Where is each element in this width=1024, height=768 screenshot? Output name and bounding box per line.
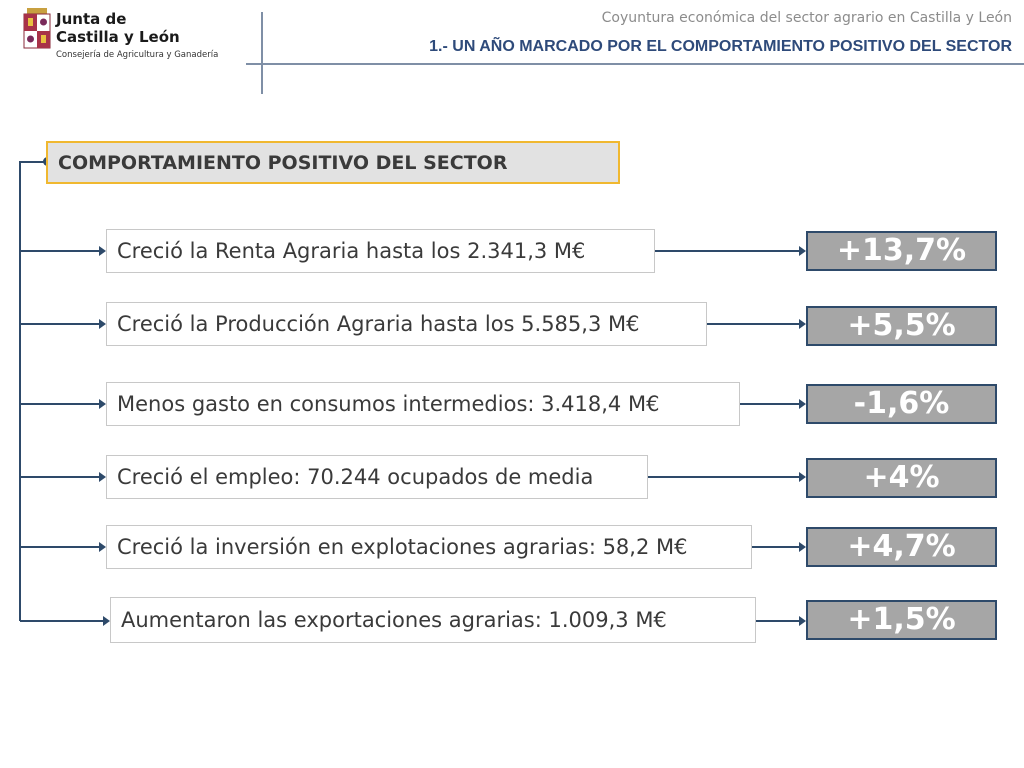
connector-arrow: [648, 476, 804, 478]
branch-arrow: [20, 620, 108, 622]
item-text-box: Menos gasto en consumos intermedios: 3.418,4 M€: [106, 382, 740, 426]
value-badge: +4,7%: [806, 527, 997, 567]
value-badge: +4%: [806, 458, 997, 498]
section-heading: COMPORTAMIENTO POSITIVO DEL SECTOR: [46, 141, 620, 184]
connector-arrow: [707, 323, 804, 325]
item-text-box: Creció la Producción Agraria hasta los 5.585,3 M€: [106, 302, 707, 346]
value-badge: +13,7%: [806, 231, 997, 271]
branch-arrow: [20, 403, 104, 405]
logo: [22, 6, 242, 68]
header-vertical-divider: [261, 12, 263, 94]
header-horizontal-divider: [246, 63, 1024, 65]
value-badge: -1,6%: [806, 384, 997, 424]
branch-arrow: [20, 476, 104, 478]
value-badge: +5,5%: [806, 306, 997, 346]
tree-spine-line: [19, 161, 21, 621]
value-badge: +1,5%: [806, 600, 997, 640]
branch-arrow: [20, 323, 104, 325]
logo-line-1: Junta de: [56, 10, 127, 28]
branch-arrow: [20, 546, 104, 548]
connector-arrow: [756, 620, 804, 622]
connector-arrow: [752, 546, 804, 548]
header-subtitle: Coyuntura económica del sector agrario en Castilla y León: [601, 10, 1012, 26]
coat-of-arms-icon: [22, 8, 52, 58]
item-text-box: Creció la Renta Agraria hasta los 2.341,3 M€: [106, 229, 655, 273]
connector-arrow: [655, 250, 804, 252]
logo-line-3: Consejería de Agricultura y Ganadería: [56, 50, 219, 60]
item-text-box: Creció el empleo: 70.244 ocupados de media: [106, 455, 648, 499]
branch-arrow: [20, 250, 104, 252]
page-title: 1.- UN AÑO MARCADO POR EL COMPORTAMIENTO POSITIVO DEL SECTOR: [429, 38, 1012, 55]
item-text-box: Aumentaron las exportaciones agrarias: 1.009,3 M€: [110, 597, 756, 643]
logo-line-2: Castilla y León: [56, 28, 180, 46]
item-text-box: Creció la inversión en explotaciones agrarias: 58,2 M€: [106, 525, 752, 569]
connector-arrow: [740, 403, 804, 405]
